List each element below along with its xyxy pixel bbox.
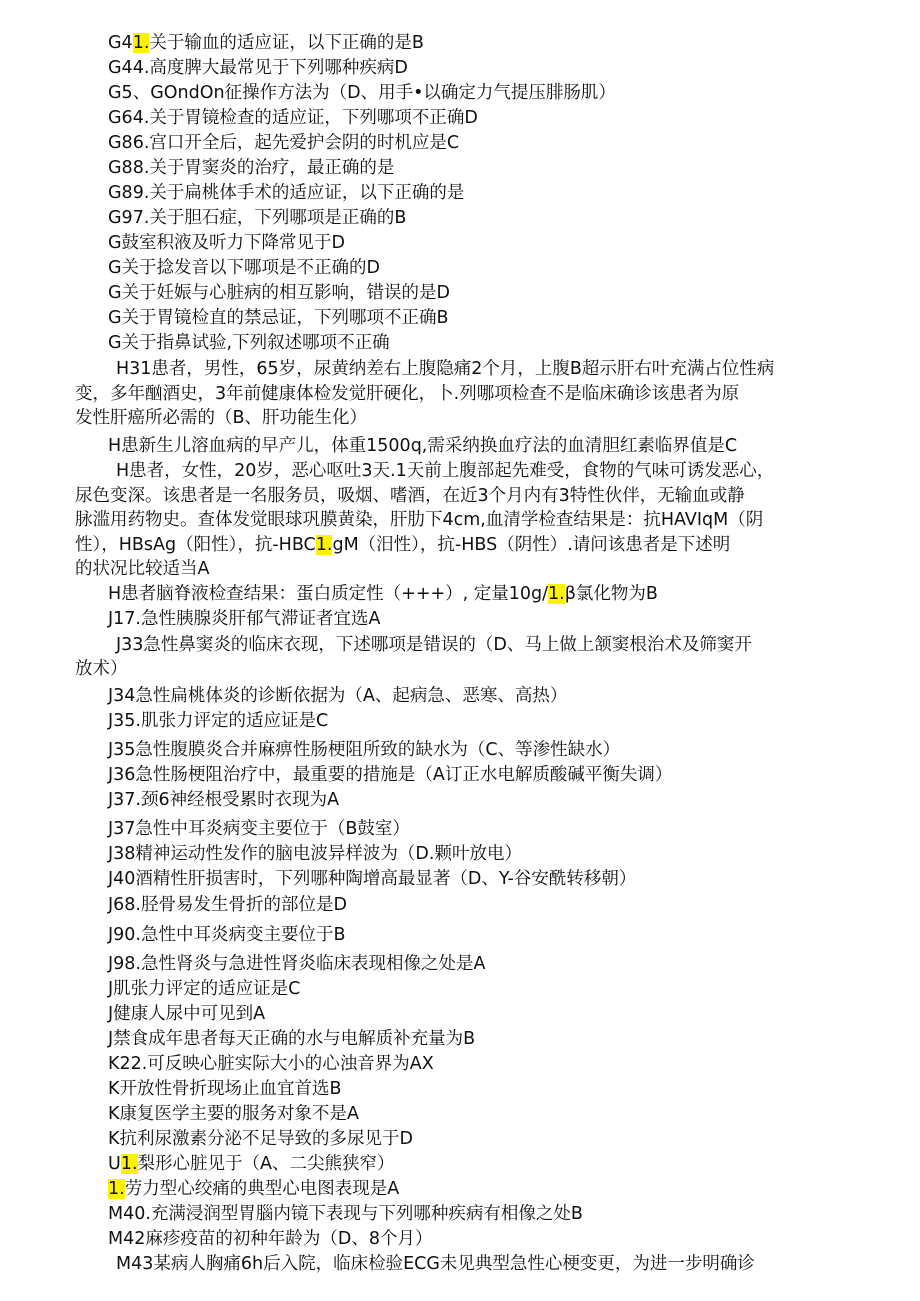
text-line: M40.充满浸润型胃腦内镜下表现与下列哪种疾病有相像之处B <box>108 1204 583 1224</box>
text-line: K22.可反映心脏实际大小的心浊音界为AX <box>108 1054 434 1074</box>
text-line: G41.关于输血的适应证，以下正确的是B <box>108 33 424 53</box>
text-line: K开放性骨折现场止血宜首选B <box>108 1079 342 1099</box>
text-line: J健康人尿中可见到A <box>108 1004 266 1024</box>
text-line: G关于胃镜检直的禁忌证，下列哪项不正确B <box>108 308 449 328</box>
text-line: 性），HBsAg（阳性），抗-HBC1.gM（汨性），抗-HBS（阴性）.请问该患者是下述明 <box>75 535 731 555</box>
highlight-mark: 1. <box>108 1179 125 1199</box>
text-line: G44.高度脾大最常见于下列哪种疾病D <box>108 58 408 78</box>
text-line: 尿色变深。该患者是一名服务员，吸烟、嗜酒，在近3个月内有3特性伙伴，无输血或静 <box>75 486 745 506</box>
text-line: J37.颈6神经根受累时衣现为A <box>108 790 340 810</box>
text-line: G关于妊娠与心脏病的相互影响，错误的是D <box>108 283 451 303</box>
text-line: G86.宫口开全后，起先爱护会阴的时机应是C <box>108 133 460 153</box>
text-line: J35急性腹膜炎合并麻痹性肠梗阻所致的缺水为（C、等渗性缺水） <box>108 740 621 760</box>
text-line: J35.肌张力评定的适应证是C <box>108 711 329 731</box>
text-line: G关于捻发音以下哪项是不正确的D <box>108 258 381 278</box>
text-line: J38精神运动性发作的脑电波异样波为（D.颗叶放电） <box>108 844 522 864</box>
text-line: G64.关于胃镜检查的适应证，下列哪项不正确D <box>108 108 478 128</box>
text-line: J40酒精性肝损害时，下列哪种陶增高最显著（D、Y-谷安酰转移朝） <box>108 869 637 889</box>
text-line: 放术） <box>75 659 128 679</box>
text-line: G关于指鼻试验,下列叙述哪项不正确 <box>108 333 390 353</box>
text-line: J肌张力评定的适应证是C <box>108 979 301 999</box>
text-line: J37急性中耳炎病变主要位于（B鼓室） <box>108 819 410 839</box>
text-line: K抗利尿激素分泌不足导致的多尿见于D <box>108 1129 413 1149</box>
text-line: K康复医学主要的服务对象不是A <box>108 1104 359 1124</box>
text-line: G鼓室积液及听力下降常见于D <box>108 233 346 253</box>
text-line: J90.急性中耳炎病变主要位于B <box>108 925 346 945</box>
text-line: G5、GOndOn征操作方法为（D、用手•以确定力气提压腓肠肌） <box>108 83 616 103</box>
text-line: J68.胫骨易发生骨折的部位是D <box>108 895 347 915</box>
text-line: U1.梨形心脏见于（A、二尖熊狭窄） <box>108 1154 395 1174</box>
text-line: J34急性扁桃体炎的诊断依据为（A、起病急、恶寒、高热） <box>108 686 568 706</box>
text-line: M43某病人胸痛6h后入院，临床检验ECG未见典型急性心梗变更，为进一步明确诊 <box>116 1254 755 1274</box>
text-line: H患新生儿溶血病的早产儿，体重1500q,需采纳换血疗法的血清胆红素临界值是C <box>108 436 738 456</box>
highlight-mark: 1. <box>548 584 565 604</box>
text-line: G88.关于胃窦炎的治疗，最正确的是 <box>108 158 395 178</box>
text-line: J17.急性胰腺炎肝郁气滞证者宜选A <box>108 609 381 629</box>
text-line: 发性肝癌所必需的（B、肝功能生化） <box>75 408 368 428</box>
text-line: J禁食成年患者每天正确的水与电解质补充量为B <box>108 1029 476 1049</box>
text-line: G97.关于胆石症，下列哪项是正确的B <box>108 208 407 228</box>
text-line: 变，多年酗酒史，3年前健康体检发觉肝硬化，卜.列哪项检查不是临床确诊该患者为原 <box>75 384 740 404</box>
highlight-mark: 1. <box>132 33 150 53</box>
text-line: H31患者，男性，65岁，尿黄纳差右上腹隐痛2个月，上腹B超示肝右叶充满占位性病 <box>116 359 775 379</box>
text-line: J33急性鼻窦炎的临床衣现，下述哪项是错误的（D、马上做上颔窦根治术及筛窦开 <box>116 635 752 655</box>
text-line: H患者脑脊液检查结果：蛋白质定性（+++）, 定量10g/1.β氯化物为B <box>108 584 658 604</box>
text-line: J36急性肠梗阻治疗中，最重要的措施是（A订正水电解质酸碱平衡失调） <box>108 765 673 785</box>
text-line: H患者，女性，20岁，恶心呕吐3天.1天前上腹部起先难受，食物的气味可诱发恶心， <box>116 461 775 481</box>
text-line: 1.劳力型心绞痛的典型心电图表现是A <box>108 1179 400 1199</box>
highlight-mark: 1. <box>120 1154 138 1174</box>
text-line: M42麻疹疫苗的初种年龄为（D、8个月） <box>108 1229 433 1249</box>
highlight-mark: 1. <box>315 535 333 555</box>
text-line: 的状况比较适当A <box>75 559 210 579</box>
text-line: 脉滥用药物史。查体发觉眼球巩膜黄染，肝肋下4cm,血清学检查结果是：抗HAVIqM（阴 <box>75 510 764 530</box>
text-line: J98.急性肾炎与急进性肾炎临床表现相像之处是A <box>108 954 486 974</box>
text-line: G89.关于扁桃体手术的适应证，以下正确的是 <box>108 183 465 203</box>
